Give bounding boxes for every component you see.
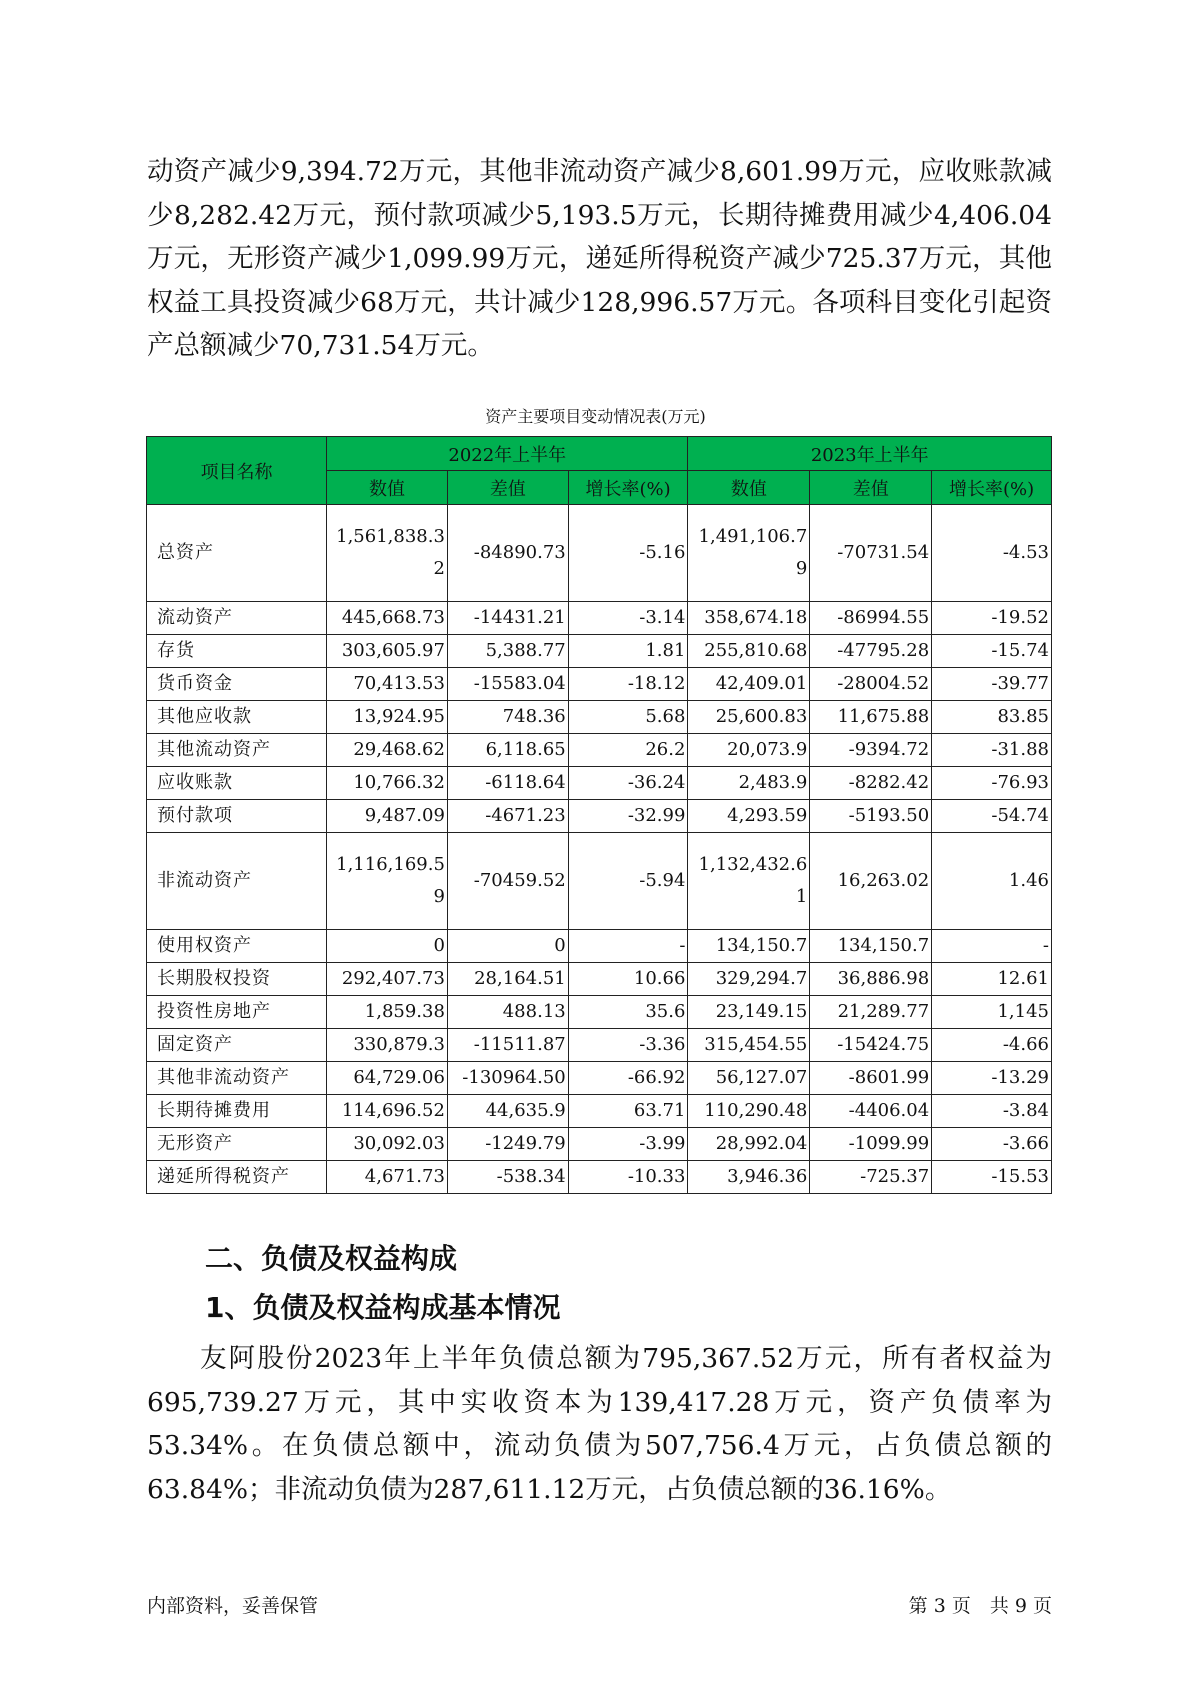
table-cell: -6118.64	[447, 767, 568, 800]
subsection-heading: 1、负债及权益构成基本情况	[205, 1291, 561, 1324]
table-cell: 70,413.53	[327, 668, 448, 701]
table-cell: 9,487.09	[327, 800, 448, 833]
header-diff-2022: 差值	[447, 471, 568, 505]
table-cell: -84890.73	[447, 505, 568, 602]
table-cell: 28,164.51	[447, 963, 568, 996]
table-cell: -1099.99	[810, 1128, 932, 1161]
intro-paragraph: 动资产减少9,394.72万元，其他非流动资产减少8,601.99万元，应收账款减少8,282.42万元，预付款项减少5,193.5万元，长期待摊费用减少4,406.04万元，无形资产减少1,099.99万元，递延所得税资产减少725.37万元，其他权益工具投资减少68万元，共计减少128,996.57万元。各项科目变化引起资产总额减少70,731.54万元。	[147, 156, 1052, 362]
table-cell: 6,118.65	[447, 734, 568, 767]
table-cell: -39.77	[932, 668, 1052, 701]
table-cell: -15424.75	[810, 1029, 932, 1062]
table-cell: -4406.04	[810, 1095, 932, 1128]
page-number: 第 3 页 共 9 页	[908, 1595, 1052, 1617]
table-cell: -9394.72	[810, 734, 932, 767]
table-cell: 29,468.62	[327, 734, 448, 767]
footer-note: 内部资料，妥善保管	[147, 1595, 319, 1617]
table-cell: 25,600.83	[688, 701, 810, 734]
table-cell: 4,293.59	[688, 800, 810, 833]
table-cell: -3.36	[568, 1029, 688, 1062]
table-cell: -	[932, 930, 1052, 963]
table-cell: 28,992.04	[688, 1128, 810, 1161]
row-label: 总资产	[147, 505, 327, 602]
table-cell: 1,145	[932, 996, 1052, 1029]
table-cell: -18.12	[568, 668, 688, 701]
table-cell: -66.92	[568, 1062, 688, 1095]
table-cell: -10.33	[568, 1161, 688, 1194]
table-cell: -70731.54	[810, 505, 932, 602]
table-cell: -36.24	[568, 767, 688, 800]
table-row	[147, 996, 1052, 1029]
table-cell: -8282.42	[810, 767, 932, 800]
table-cell: 13,924.95	[327, 701, 448, 734]
table-cell: -538.34	[447, 1161, 568, 1194]
table-cell: -15583.04	[447, 668, 568, 701]
table-cell: 64,729.06	[327, 1062, 448, 1095]
table-cell: -3.14	[568, 602, 688, 635]
table-cell: 303,605.97	[327, 635, 448, 668]
table-cell: 255,810.68	[688, 635, 810, 668]
table-caption: 资产主要项目变动情况表(万元)	[485, 407, 706, 426]
asset-change-table	[146, 436, 1052, 1194]
table-cell: -54.74	[932, 800, 1052, 833]
table-cell: 110,290.48	[688, 1095, 810, 1128]
row-label: 长期股权投资	[147, 963, 327, 996]
table-cell: 0	[447, 930, 568, 963]
row-label: 预付款项	[147, 800, 327, 833]
table-cell: 83.85	[932, 701, 1052, 734]
table-cell: 21,289.77	[810, 996, 932, 1029]
table-cell: 16,263.02	[810, 833, 932, 930]
table-cell: -14431.21	[447, 602, 568, 635]
table-cell: 315,454.55	[688, 1029, 810, 1062]
table-cell: 329,294.7	[688, 963, 810, 996]
table-cell: 445,668.73	[327, 602, 448, 635]
table-cell: 1.81	[568, 635, 688, 668]
header-period-2022: 2022年上半年	[327, 437, 688, 471]
table-cell: -28004.52	[810, 668, 932, 701]
table-row	[147, 668, 1052, 701]
table-cell: -32.99	[568, 800, 688, 833]
table-cell: 44,635.9	[447, 1095, 568, 1128]
table-cell: 488.13	[447, 996, 568, 1029]
table-cell: 63.71	[568, 1095, 688, 1128]
table-cell: 11,675.88	[810, 701, 932, 734]
table-cell: -15.53	[932, 1161, 1052, 1194]
row-label: 存货	[147, 635, 327, 668]
header-value-2022: 数值	[327, 471, 448, 505]
table-cell: 3,946.36	[688, 1161, 810, 1194]
table-cell: 0	[327, 930, 448, 963]
table-cell: 10.66	[568, 963, 688, 996]
table-cell: 292,407.73	[327, 963, 448, 996]
row-label: 应收账款	[147, 767, 327, 800]
header-value-2023: 数值	[688, 471, 810, 505]
table-cell: -1249.79	[447, 1128, 568, 1161]
table-cell: 30,092.03	[327, 1128, 448, 1161]
row-label: 长期待摊费用	[147, 1095, 327, 1128]
table-cell: 20,073.9	[688, 734, 810, 767]
table-cell: -31.88	[932, 734, 1052, 767]
table-cell: 1.46	[932, 833, 1052, 930]
row-label: 投资性房地产	[147, 996, 327, 1029]
row-label: 流动资产	[147, 602, 327, 635]
row-label: 递延所得税资产	[147, 1161, 327, 1194]
header-diff-2023: 差值	[810, 471, 932, 505]
table-cell: 114,696.52	[327, 1095, 448, 1128]
table-cell: -3.99	[568, 1128, 688, 1161]
table-cell: 1,491,106.79	[688, 505, 810, 602]
table-cell: -70459.52	[447, 833, 568, 930]
row-label: 其他流动资产	[147, 734, 327, 767]
table-cell: -4.66	[932, 1029, 1052, 1062]
table-cell: -8601.99	[810, 1062, 932, 1095]
table-row	[147, 800, 1052, 833]
table-cell: 5.68	[568, 701, 688, 734]
table-cell: 36,886.98	[810, 963, 932, 996]
table-cell: -4.53	[932, 505, 1052, 602]
table-cell: 12.61	[932, 963, 1052, 996]
table-cell: -5.16	[568, 505, 688, 602]
header-growth-2022: 增长率(%)	[568, 471, 688, 505]
table-cell: 134,150.7	[810, 930, 932, 963]
table-cell: 358,674.18	[688, 602, 810, 635]
table-row	[147, 734, 1052, 767]
table-cell: -5193.50	[810, 800, 932, 833]
table-cell: -725.37	[810, 1161, 932, 1194]
table-row	[147, 602, 1052, 635]
table-row	[147, 635, 1052, 668]
row-label: 其他应收款	[147, 701, 327, 734]
table-cell: -3.66	[932, 1128, 1052, 1161]
row-label: 其他非流动资产	[147, 1062, 327, 1095]
table-cell: -47795.28	[810, 635, 932, 668]
table-cell: -19.52	[932, 602, 1052, 635]
table-cell: 26.2	[568, 734, 688, 767]
table-cell: 1,561,838.32	[327, 505, 448, 602]
table-cell: 10,766.32	[327, 767, 448, 800]
header-item-name: 项目名称	[147, 437, 327, 505]
table-cell: 330,879.3	[327, 1029, 448, 1062]
table-row	[147, 505, 1052, 602]
table-cell: -130964.50	[447, 1062, 568, 1095]
table-cell: -13.29	[932, 1062, 1052, 1095]
table-cell: 1,132,432.61	[688, 833, 810, 930]
table-row	[147, 1062, 1052, 1095]
row-label: 固定资产	[147, 1029, 327, 1062]
row-label: 无形资产	[147, 1128, 327, 1161]
table-row	[147, 833, 1052, 930]
table-row	[147, 1128, 1052, 1161]
table-cell: 5,388.77	[447, 635, 568, 668]
table-row	[147, 1161, 1052, 1194]
table-cell: -11511.87	[447, 1029, 568, 1062]
table-cell: -15.74	[932, 635, 1052, 668]
row-label: 使用权资产	[147, 930, 327, 963]
table-cell: 56,127.07	[688, 1062, 810, 1095]
table-cell: 1,116,169.59	[327, 833, 448, 930]
table-cell: 42,409.01	[688, 668, 810, 701]
row-label: 货币资金	[147, 668, 327, 701]
row-label: 非流动资产	[147, 833, 327, 930]
table-cell: 35.6	[568, 996, 688, 1029]
table-row	[147, 1095, 1052, 1128]
table-cell: 1,859.38	[327, 996, 448, 1029]
table-cell: 2,483.9	[688, 767, 810, 800]
table-cell: -5.94	[568, 833, 688, 930]
table-row	[147, 1029, 1052, 1062]
table-row	[147, 930, 1052, 963]
table-cell: -	[568, 930, 688, 963]
table-cell: 23,149.15	[688, 996, 810, 1029]
table-cell: 134,150.7	[688, 930, 810, 963]
table-cell: -86994.55	[810, 602, 932, 635]
table-cell: 4,671.73	[327, 1161, 448, 1194]
table-cell: 748.36	[447, 701, 568, 734]
header-period-2023: 2023年上半年	[688, 437, 1052, 471]
table-cell: -3.84	[932, 1095, 1052, 1128]
table-cell: -76.93	[932, 767, 1052, 800]
section-heading: 二、负债及权益构成	[205, 1242, 458, 1275]
body-paragraph: 友阿股份2023年上半年负债总额为795,367.52万元，所有者权益为695,739.27万元，其中实收资本为139,417.28万元，资产负债率为53.34%。在负债总额中，流动负债为507,756.4万元，占负债总额的63.84%；非流动负债为287,611.12万元，占负债总额的36.16%。	[147, 1343, 1052, 1505]
table-row	[147, 963, 1052, 996]
header-growth-2023: 增长率(%)	[932, 471, 1052, 505]
table-row	[147, 767, 1052, 800]
table-row	[147, 701, 1052, 734]
table-cell: -4671.23	[447, 800, 568, 833]
